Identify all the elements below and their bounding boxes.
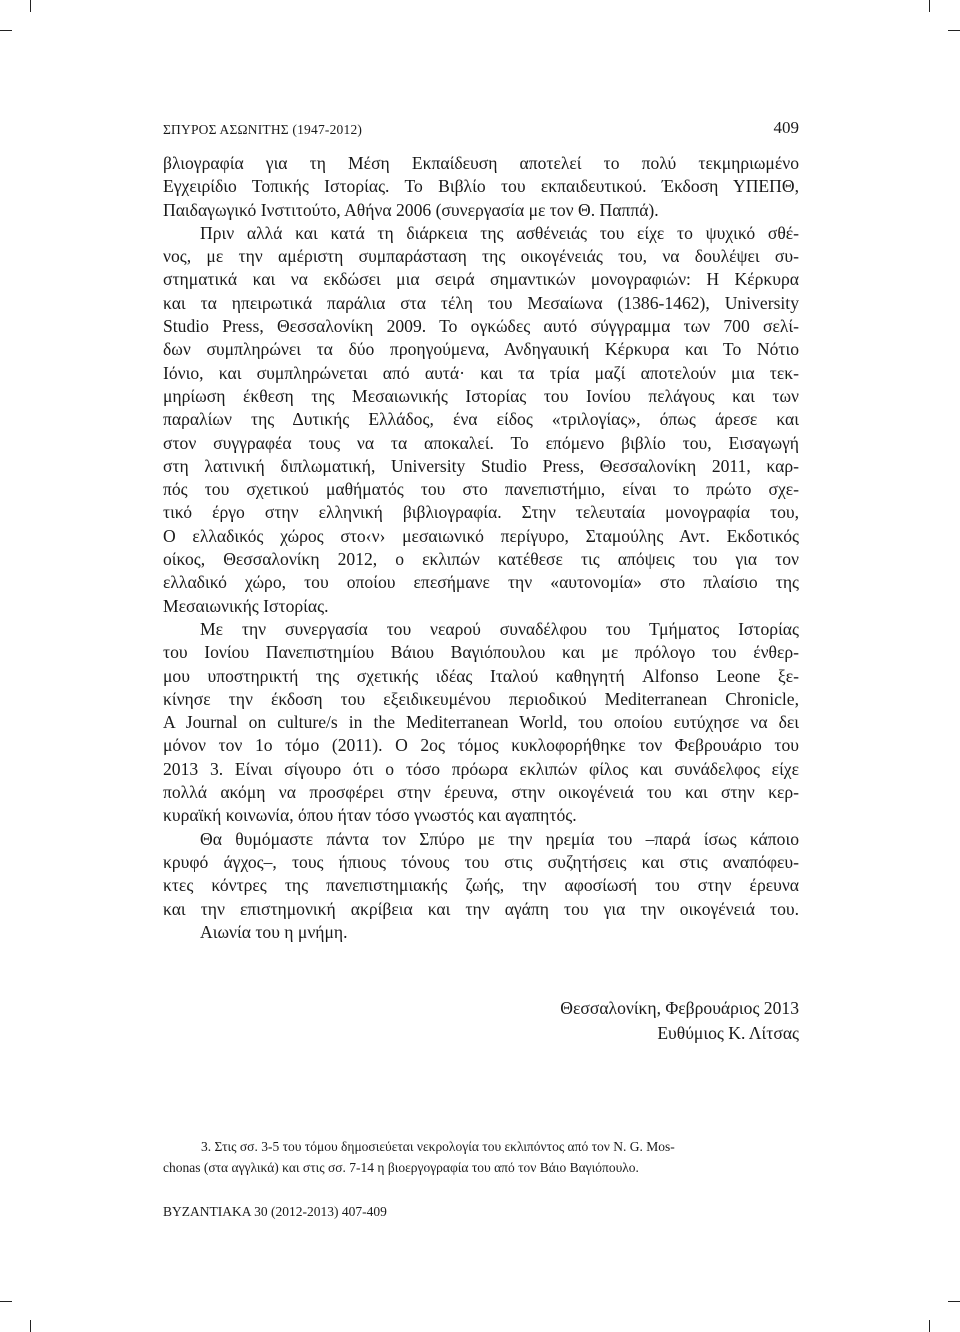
text-line: δων συμπληρώνει τα δύο προηγούμενα, Ανδηγαυική Κέρκυρα και Το Νότιο <box>163 339 799 360</box>
text-line: Ιόνιο, και συμπληρώνεται από αυτά· και τα τρία μαζί αποτελούν μια τεκ- <box>163 362 799 383</box>
text-line: κρυφό άγχος–, τους ήπιους τόνους του στις συζητήσεις και στις αναπόφευ- <box>163 851 799 872</box>
text-line: στον συγγραφέα τους να τα αποκαλεί. Το επόμενο βιβλίο του, Εισαγωγή <box>163 432 799 453</box>
text-line: νος, με την αμέριστη συμπαράσταση της οικογένειάς του, να δουλέψει συ- <box>163 246 799 267</box>
crop-mark-top-right-v <box>929 0 930 12</box>
text-line: Μεσαιωνικής Ιστορίας. <box>163 595 329 616</box>
signature-place-date: Θεσσαλονίκη, Φεβρουάριος 2013 <box>560 998 799 1018</box>
text-line: του Ιονίου Πανεπιστημίου Βάιου Βαγιόπουλου και με πρόλογο του ένθερ- <box>163 642 799 663</box>
text-line: πός του σχετικού μαθήματός του στο πανεπιστήμιο, είναι το πρώτο σχε- <box>163 479 799 500</box>
text-line: A Journal on culture/s in the Mediterranean World, του οποίου ευτύχησε να δει <box>163 712 799 733</box>
running-title: ΣΠΥΡΟΣ ΑΣΩΝΙΤΗΣ (1947-2012) <box>163 122 363 137</box>
text-line: μηρίωση έκθεση της Μεσαιωνικής Ιστορίας του Ιονίου πελάγους και των <box>163 385 799 406</box>
text-line: 2013 3. Είναι σίγουρο ότι ο τόσο πρόωρα εκλιπών φίλος και συνάδελφος είχε <box>163 758 799 779</box>
footnote-line: 3. Στις σσ. 3-5 του τόμου δημοσιεύεται νεκρολογία του εκλιπόντος από τον N. G. Mos- <box>201 1139 675 1154</box>
crop-mark-top-left-v <box>30 0 31 12</box>
text-line: κτες κόντρες της πανεπιστημιακής ζωής, την αφοσίωσή του στην έρευνα <box>163 875 799 896</box>
crop-mark-top-left-h <box>0 30 12 31</box>
crop-mark-bottom-right-h <box>948 1301 960 1302</box>
text-line: ελλαδικό χώρο, του οποίου επεσήμανε την «αυτονομία» στο πλαίσιο της <box>163 572 799 593</box>
running-head <box>163 118 799 142</box>
crop-mark-bottom-left-h <box>0 1301 12 1302</box>
text-line: κυραϊκή κοινωνία, όπου ήταν τόσο γνωστός και αγαπητός. <box>163 805 577 826</box>
text-line: βλιογραφία για τη Μέση Εκπαίδευση αποτελεί το πολύ τεκμηριωμένο <box>163 153 799 173</box>
text-line: Θα θυμόμαστε πάντα τον Σπύρο με την ηρεμία του –παρά ίσως κάποιο <box>200 828 799 849</box>
body-text <box>163 152 799 944</box>
text-line: στη λατινική διπλωματική, University Studio Press, Θεσσαλονίκη 2011, καρ- <box>163 455 799 476</box>
text-line: Ο ελλαδικός χώρος στο‹ν› μεσαιωνικό περίγυρο, Σταμούλης Αντ. Εκδοτικός <box>163 525 799 546</box>
text-line: κίνησε την έκδοση του εξειδικευμένου περιοδικού Mediterranean Chronicle, <box>163 688 799 709</box>
text-line: στηματικά και να εκδώσει μια σειρά σημαντικών μονογραφιών: Η Κέρκυρα <box>163 269 799 290</box>
text-line: Παιδαγωγικό Ινστιτούτο, Αθήνα 2006 (συνεργασία με τον Θ. Παππά). <box>163 199 659 220</box>
text-line: Studio Press, Θεσσαλονίκη 2009. Το ογκώδες αυτό σύγγραμμα των 700 σελί- <box>163 316 799 337</box>
footnote <box>163 1136 799 1178</box>
text-line: Εγχειρίδιο Τοπικής Ιστορίας. Το Βιβλίο του εκπαιδευτικού. Έκδοση ΥΠΕΠΘ, <box>163 176 799 197</box>
signature-name: Ευθύμιος Κ. Λίτσας <box>657 1023 799 1043</box>
crop-mark-top-right-h <box>948 30 960 31</box>
crop-mark-bottom-left-v <box>30 1320 31 1332</box>
footnote-line: chonas (στα αγγλικά) και στις σσ. 7-14 η βιοεργογραφία του από τον Βάιο Βαγιόπουλο. <box>163 1160 639 1175</box>
text-line: πολλά ακόμη να προσφέρει στην έρευνα, στην οικογένειά του και στην κερ- <box>163 782 799 803</box>
text-line: τικό έργο στην ελληνική βιβλιογραφία. Στην τελευταία μονογραφία του, <box>163 502 799 523</box>
text-line: παραλίων της Δυτικής Ελλάδος, ένα είδος «τριλογίας», όπως άρεσε και <box>163 409 799 430</box>
text-line: μόνον τον 1ο τόμο (2011). Ο 2ος τόμος κυκλοφορήθηκε τον Φεβρουάριο του <box>163 735 799 756</box>
text-line: Αιωνία του η μνήμη. <box>200 921 348 942</box>
text-line: και τα ηπειρωτικά παράλια στα τέλη του Μεσαίωνα (1386-1462), University <box>163 292 799 313</box>
crop-mark-bottom-right-v <box>929 1320 930 1332</box>
journal-footer: ΒΥΖΑΝΤΙΑΚΑ 30 (2012-2013) 407-409 <box>163 1204 387 1219</box>
text-line: οίκος, Θεσσαλονίκη 2012, ο εκλιπών κατέθεσε τις απόψεις του για τον <box>163 549 799 570</box>
text-line: μου υποστηρικτή της σχετικής ιδέας Ιταλού καθηγητή Alfonso Leone ξε- <box>163 665 799 686</box>
text-line: Πριν αλλά και κατά τη διάρκεια της ασθένειάς του είχε το ψυχικό σθέ- <box>200 222 799 243</box>
text-line: και την επιστημονική ακρίβεια και την αγάπη του για την οικογένειά του. <box>163 898 799 919</box>
page-number: 409 <box>773 118 799 137</box>
text-line: Με την συνεργασία του νεαρού συναδέλφου του Τμήματος Ιστορίας <box>200 618 799 639</box>
